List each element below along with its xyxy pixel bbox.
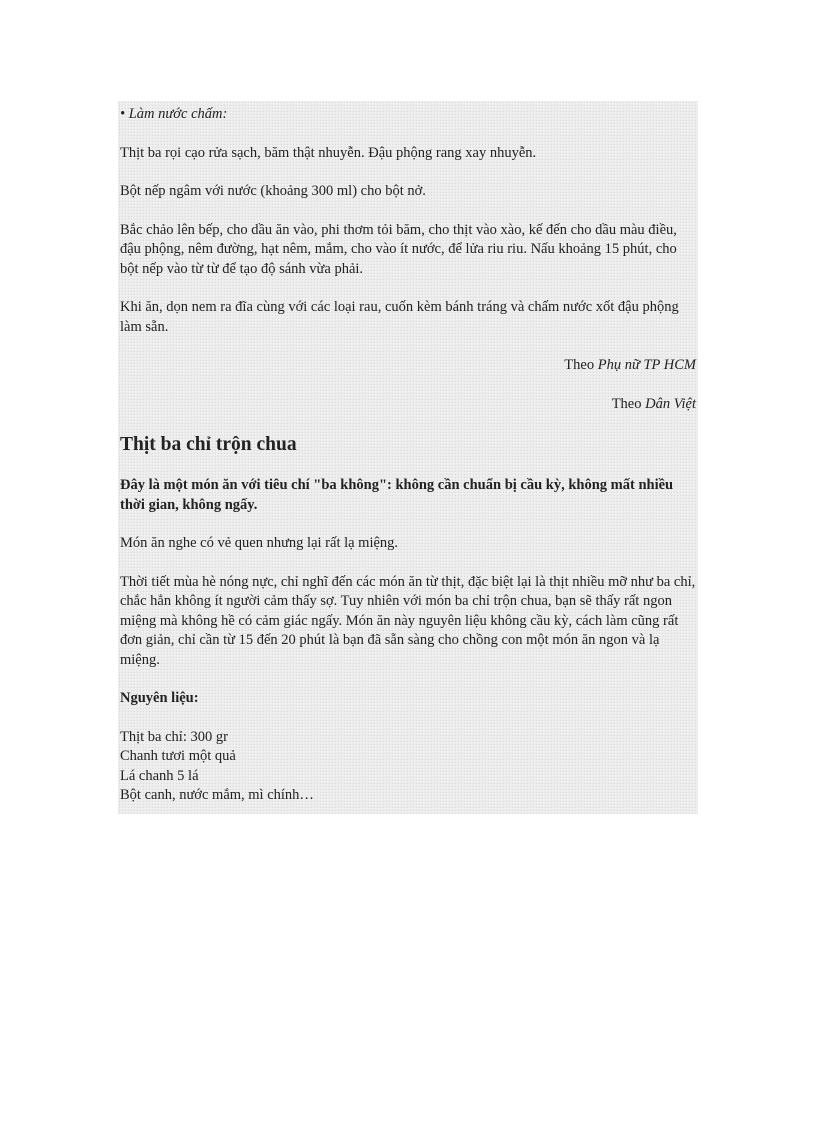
- ingredient-item: Chanh tươi một quả: [120, 748, 236, 764]
- sauce-paragraph: Khi ăn, dọn nem ra đĩa cùng với các loại rau, cuốn kèm bánh tráng và chấm nước xốt đậu phộng làm sẵn.: [120, 299, 679, 335]
- ingredient-item: Thịt ba chỉ: 300 gr: [120, 728, 228, 745]
- source-credit: [120, 395, 696, 415]
- document-content: [118, 101, 698, 814]
- source-credit: [120, 356, 696, 376]
- ingredient-item: Bột canh, nước mắm, mì chính…: [120, 787, 314, 803]
- sauce-paragraph: Bắc chảo lên bếp, cho dầu ăn vào, phi thơm tỏi băm, cho thịt vào xào, kế đến cho dầu màu điều, đậu phộng, nêm đường, hạt nêm, mắm, cho vào ít nước, để lửa riu riu. Nấu khoảng 15 phút, cho bột nếp vào từ từ để tạo độ sánh vừa phải.: [120, 221, 677, 277]
- recipe-lead: Đây là một món ăn với tiêu chí "ba không": không cần chuẩn bị cầu kỳ, không mất nhiều thời gian, không ngấy.: [120, 477, 674, 513]
- sauce-section-label: • Làm nước chấm:: [120, 106, 228, 122]
- recipe-paragraph: Thời tiết mùa hè nóng nực, chỉ nghĩ đến các món ăn từ thịt, đặc biệt lại là thịt nhiều mỡ như ba chỉ, chắc hẳn không ít người cảm thấy sợ. Tuy nhiên với món ba chỉ trộn chua, bạn sẽ thấy rất ngon miệng mà không hề có cảm giác ngấy. Món ăn này nguyên liệu không cầu kỳ, cách làm cũng rất đơn giản, chỉ cần từ 15 đến 20 phút là bạn đã sẵn sàng cho chồng con một món ăn ngon và lạ miệng.: [120, 573, 696, 668]
- ingredient-item: Lá chanh 5 lá: [120, 767, 199, 784]
- credit-prefix: Theo: [564, 357, 595, 373]
- credit-source: Dân Việt: [645, 395, 696, 412]
- ingredients-heading: Nguyên liệu:: [120, 690, 199, 706]
- recipe-paragraph: Món ăn nghe có vẻ quen nhưng lại rất lạ miệng.: [120, 535, 399, 551]
- credit-prefix: Theo: [611, 395, 642, 412]
- ingredients-list: [120, 728, 696, 806]
- credit-source: Phụ nữ TP HCM: [597, 357, 696, 373]
- sauce-paragraph: Thịt ba rọi cạo rửa sạch, băm thật nhuyễn. Đậu phộng rang xay nhuyễn.: [120, 144, 537, 161]
- sauce-paragraph: Bột nếp ngâm với nước (khoảng 300 ml) cho bột nở.: [120, 183, 426, 199]
- recipe-title: Thịt ba chỉ trộn chua: [120, 434, 297, 455]
